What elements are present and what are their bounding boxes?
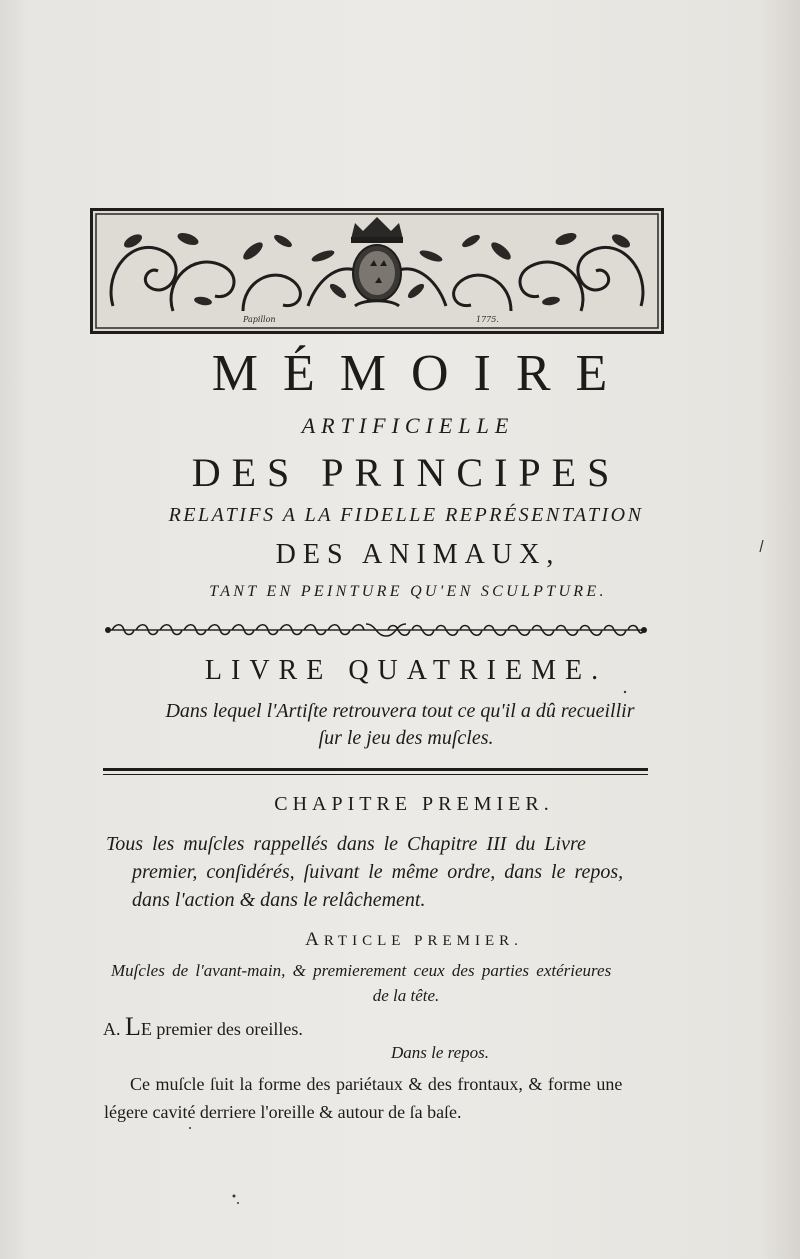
body-line1: Ce muſcle ſuit la forme des pariétaux & des frontaux, & forme une [130,1074,623,1094]
engraving-date: 1775. [476,315,499,324]
entry-marker: A. [103,1019,121,1039]
engraver-signature: Papillon [243,315,276,324]
chapter-summary-line1: Tous les muſcles rappellés dans le Chapitre III du Livre [106,833,586,855]
article-heading [0,929,800,951]
title-memoire: MÉMOIRE [211,345,633,402]
book-subtitle-line2: ſur le jeu des muſcles. [318,727,494,749]
chapter-summary-line2: premier, conſidérés, ſuivant le même ordre, dans le repos, [132,861,624,883]
chapter-heading: CHAPITRE PREMIER. [274,793,554,815]
article-heading-rest: RTICLE PREMIER. [323,933,523,949]
article-subtitle-line2: de la tête. [372,986,440,1005]
book-heading: LIVRE QUATRIEME. [204,655,608,686]
entry-text: premier des oreilles. [151,1019,303,1039]
title-des-principes: DES PRINCIPES [191,450,621,495]
entry-dropcap: L [125,1012,141,1041]
title-artificielle: ARTIFICIELLE [301,413,515,438]
book-subtitle-line1: Dans lequel l'Artiſte retrouvera tout ce qu'il a dû recueillir [165,700,635,722]
title-relatifs: RELATIFS A LA FIDELLE REPRÉSENTATION [168,504,644,526]
article-heading-initial: A [305,929,324,950]
entry-heading [103,1012,303,1042]
double-rule-thick [103,768,648,771]
title-des-animaux: DES ANIMAUX, [275,539,561,570]
headpiece-engraving [93,211,661,331]
entry-state: Dans le repos. [390,1043,490,1062]
article-subtitle-line1: Muſcles de l'avant-main, & premierement ceux des parties extérieures [111,961,612,980]
body-line2: légere cavité derriere l'oreille & autour de ſa baſe. [104,1102,462,1122]
fleuron-divider [104,621,648,639]
double-rule-thin [103,774,648,775]
entry-dropcap-rest: E [140,1019,152,1039]
ornamental-headpiece [90,208,664,334]
chapter-summary-line3: dans l'action & dans le relâchement. [132,889,426,911]
title-tant-en-peinture: TANT EN PEINTURE QU'EN SCULPTURE. [209,583,607,600]
